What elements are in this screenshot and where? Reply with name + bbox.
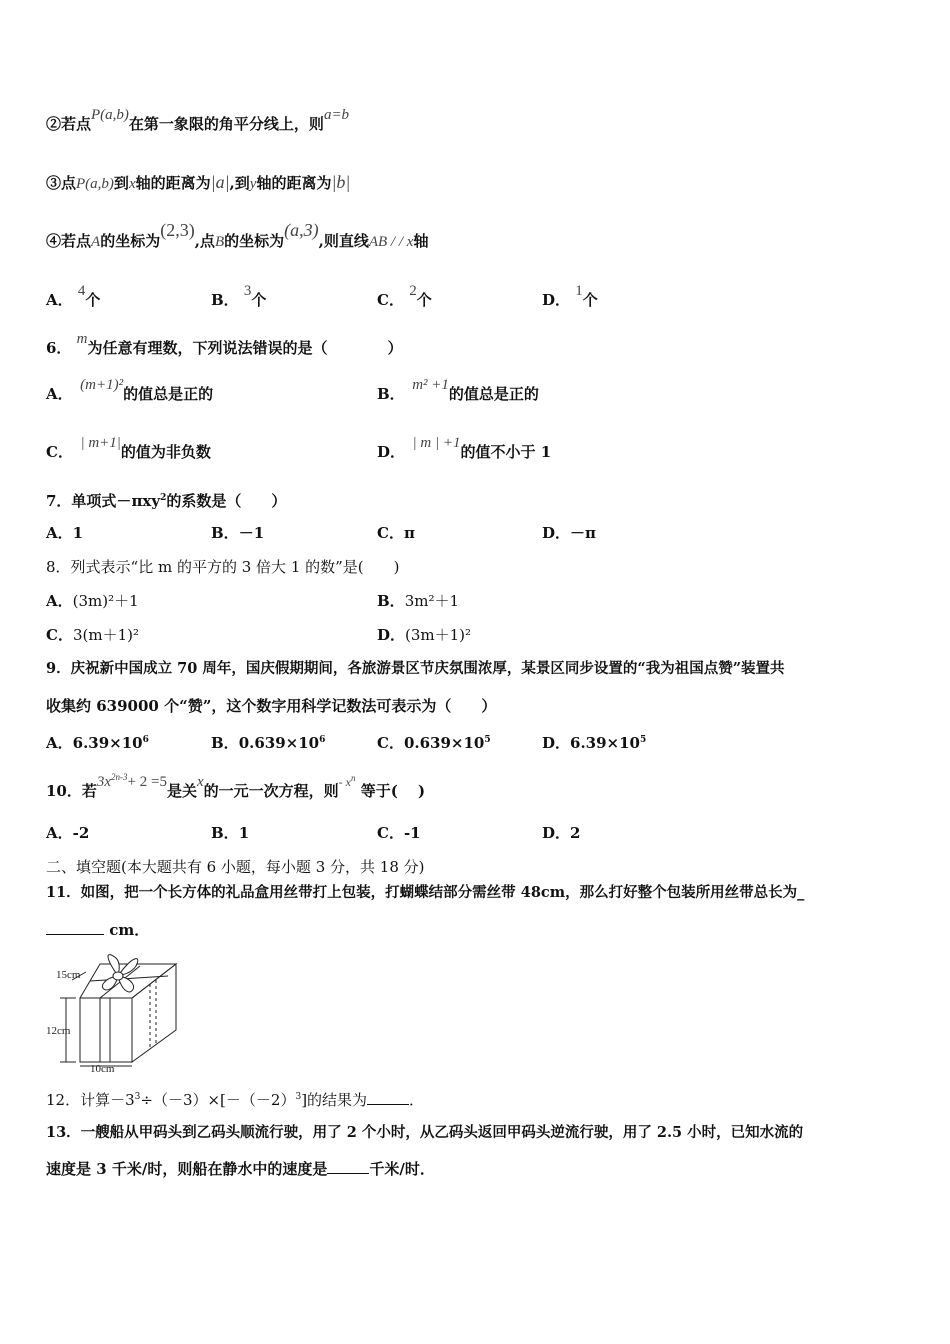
math-m: m <box>76 331 88 347</box>
question-text: 7．单项式－πxy <box>46 492 161 510</box>
option-letter: D． <box>377 443 398 461</box>
option-value: 4 <box>77 283 86 299</box>
q6-option-d[interactable] <box>377 435 552 463</box>
q7-option-b[interactable] <box>211 523 264 543</box>
option-letter: D． <box>542 824 571 842</box>
option-letter: B． <box>211 524 239 542</box>
option-letter: C． <box>377 824 404 842</box>
option-letter: C． <box>377 734 404 752</box>
option-value: 1 <box>72 524 84 542</box>
box-side-face <box>132 964 176 1062</box>
q9-stem-line2 <box>46 696 496 716</box>
statement-4-text: ,点 <box>194 232 215 250</box>
option-letter: D． <box>542 524 571 542</box>
statement-2-lead: ②若点 <box>46 115 92 133</box>
label-width: 10cm <box>90 1063 115 1074</box>
exponent: 6 <box>319 735 326 745</box>
q5-option-b[interactable] <box>211 283 267 311</box>
option-letter: D． <box>377 626 406 644</box>
option-unit: 个 <box>416 291 432 309</box>
option-expr: (m+1)² <box>80 377 124 393</box>
option-expr: m² +1 <box>412 377 449 393</box>
question-text: 11．如图，把一个长方体的礼品盒用丝带打上包装，打蝴蝶结部分需丝带 48cm，那么打好整个包装所用丝带总长为_ <box>46 884 805 901</box>
option-value: 3 <box>243 283 252 299</box>
option-value: －π <box>570 524 596 542</box>
math-abs-a: |a| <box>210 172 230 192</box>
option-value: －1 <box>238 524 265 542</box>
q13-stem-line1 <box>46 1123 803 1143</box>
option-text: 的值不小于 1 <box>460 443 552 461</box>
option-value: 6.39×10 <box>570 734 640 752</box>
statement-3-text: ,到 <box>229 174 250 192</box>
q8-option-a[interactable] <box>46 591 139 611</box>
q7-option-a[interactable] <box>46 523 83 543</box>
option-letter: B． <box>377 592 405 610</box>
label-depth: 15cm <box>56 969 81 981</box>
exponent: 2 <box>160 493 167 503</box>
exponent: 2n-3 <box>111 772 128 782</box>
q7-stem <box>46 488 286 511</box>
question-text: ． <box>409 1091 425 1109</box>
option-letter: A． <box>46 385 66 403</box>
exponent: 3 <box>134 1092 141 1102</box>
q8-option-d[interactable] <box>377 625 471 645</box>
q6-option-b[interactable] <box>377 377 539 405</box>
option-letter: A． <box>46 524 73 542</box>
question-text: 8．列式表示“比 m 的平方的 3 倍大 1 的数”是( ) <box>46 558 400 576</box>
option-value: 3m²＋1 <box>404 592 460 610</box>
statement-2-text: 在第一象限的角平分线上，则 <box>128 115 324 133</box>
question-number: 10．若 <box>46 782 97 800</box>
option-unit: 个 <box>582 291 598 309</box>
option-letter: D． <box>542 734 571 752</box>
option-value: 0.639×10 <box>403 734 485 752</box>
math-a-equals-b: a=b <box>323 107 350 123</box>
q9-option-b[interactable] <box>211 730 325 753</box>
statement-3-text: 轴的距离为 <box>256 174 332 192</box>
option-letter: A． <box>46 291 73 309</box>
question-text: 等于( ) <box>360 782 426 800</box>
math-coord-a: (2,3) <box>160 220 195 240</box>
option-letter: B． <box>211 824 239 842</box>
option-letter: C． <box>377 524 404 542</box>
q9-option-a[interactable] <box>46 730 149 753</box>
option-letter: C． <box>46 626 73 644</box>
q9-option-c[interactable] <box>377 730 491 753</box>
math-point-b: B <box>214 234 225 250</box>
question-text: 的一元一次方程，则 <box>203 782 339 800</box>
answer-blank[interactable] <box>46 934 104 935</box>
option-value: (3m)²＋1 <box>72 592 139 610</box>
box-front-face <box>80 998 132 1062</box>
statement-4-text: 的坐标为 <box>100 232 161 250</box>
q10-option-a[interactable] <box>46 823 89 843</box>
question-text: cm． <box>109 921 150 939</box>
math-point-p: P(a,b) <box>91 107 129 123</box>
statement-4 <box>46 220 429 252</box>
q10-option-d[interactable] <box>542 823 580 843</box>
option-letter: B． <box>211 734 239 752</box>
option-letter: D． <box>542 291 571 309</box>
option-letter: B． <box>211 291 239 309</box>
bow-knot <box>113 972 123 980</box>
question-text: 9．庆祝新中国成立 70 周年，国庆假期期间，各旅游景区节庆氛围浓厚，某景区同步设置的“我为祖国点赞”装置共 <box>46 660 785 677</box>
option-value: (3m＋1)² <box>405 626 472 644</box>
option-letter: A． <box>46 824 73 842</box>
option-value: 1 <box>575 283 583 299</box>
option-value: 6.39×10 <box>72 734 143 752</box>
q11-stem-line2 <box>46 920 149 940</box>
statement-4-text: 的坐标为 <box>224 232 285 250</box>
statement-4-lead: ④若点 <box>46 232 92 250</box>
math-expr: + 2 =5 <box>127 774 167 790</box>
gift-box-drawing <box>46 948 186 1074</box>
option-expr: | m | +1 <box>412 435 461 451</box>
question-text: ÷（－3）×[－（－2） <box>140 1091 296 1109</box>
option-expr: | m+1| <box>80 435 121 451</box>
math-ab-parallel-x: AB / / x <box>368 234 414 250</box>
option-letter: B． <box>377 385 398 403</box>
exponent: 6 <box>142 735 149 745</box>
question-text: 收集约 639000 个“赞”，这个数字用科学记数法可表示为（ ） <box>46 697 497 715</box>
answer-blank[interactable] <box>367 1104 409 1105</box>
label-height: 12cm <box>46 1025 71 1037</box>
q9-stem-line1 <box>46 659 785 679</box>
math-expr: - x <box>338 775 351 789</box>
option-text: 的值为非负数 <box>120 443 211 461</box>
exponent: 5 <box>484 735 491 745</box>
question-number: 6． <box>46 339 72 357</box>
option-letter: C． <box>377 291 404 309</box>
option-text: 的值总是正的 <box>123 385 214 403</box>
option-value: -2 <box>72 824 90 842</box>
option-value: 1 <box>238 824 250 842</box>
statement-4-text: ,则直线 <box>318 232 369 250</box>
question-text: 的系数是（ ） <box>166 492 287 510</box>
math-point-a: A <box>91 234 101 250</box>
math-x: x <box>196 774 204 790</box>
statement-3-text: 到 <box>113 174 129 192</box>
q6-stem <box>46 331 403 359</box>
option-value: 2 <box>570 824 581 842</box>
exponent: 3 <box>295 1092 302 1102</box>
q5-option-a[interactable] <box>46 283 101 311</box>
q7-option-d[interactable] <box>542 523 596 543</box>
question-text: 是关 <box>166 782 197 800</box>
option-value: π <box>403 524 415 542</box>
question-text: 千米/时． <box>369 1160 435 1178</box>
math-y: y <box>249 176 257 192</box>
q5-option-d[interactable] <box>542 283 598 311</box>
option-value: 0.639×10 <box>238 734 320 752</box>
exponent: 5 <box>640 735 647 745</box>
option-letter: A． <box>46 592 73 610</box>
answer-blank[interactable] <box>327 1173 369 1174</box>
question-text: 12．计算－3 <box>46 1091 135 1109</box>
q12-stem <box>46 1087 424 1110</box>
section-title: 二、填空题(本大题共有 6 小题，每小题 3 分，共 18 分) <box>46 858 425 876</box>
q8-option-c[interactable] <box>46 625 139 645</box>
option-letter: A． <box>46 734 73 752</box>
q10-option-b[interactable] <box>211 823 249 843</box>
q8-option-b[interactable] <box>377 591 459 611</box>
question-text: 为任意有理数，下列说法错误的是（ ） <box>87 339 403 357</box>
question-text: 速度是 3 千米/时，则船在静水中的速度是 <box>46 1160 328 1178</box>
math-abs-b: |b| <box>331 172 351 192</box>
question-text: 13．一艘船从甲码头到乙码头顺流行驶，用了 2 个小时，从乙码头返回甲码头逆流行驶，用了 2.5 小时，已知水流的 <box>46 1124 804 1141</box>
math-point-p: P(a,b) <box>76 176 114 192</box>
math-x: x <box>128 176 136 192</box>
statement-4-text: 轴 <box>413 232 429 250</box>
q6-option-a[interactable] <box>46 377 214 405</box>
q11-stem-line1 <box>46 883 804 903</box>
math-expr: 3x <box>96 774 112 790</box>
option-letter: C． <box>46 443 66 461</box>
statement-3 <box>46 172 350 194</box>
math-coord-b: (a,3) <box>284 220 319 240</box>
option-text: 的值总是正的 <box>448 385 539 403</box>
exponent: n <box>351 773 356 783</box>
statement-3-text: 轴的距离为 <box>135 174 211 192</box>
question-text: ]的结果为 <box>301 1091 368 1109</box>
option-unit: 个 <box>85 291 101 309</box>
q5-option-c[interactable] <box>377 283 432 311</box>
q8-stem <box>46 557 400 577</box>
q9-option-d[interactable] <box>542 730 646 753</box>
option-value: 3(m＋1)² <box>72 626 139 644</box>
option-unit: 个 <box>251 291 267 309</box>
option-value: -1 <box>403 824 421 842</box>
option-value: 2 <box>409 283 417 299</box>
gift-box-figure <box>46 948 186 1074</box>
q7-option-c[interactable] <box>377 523 415 543</box>
q10-option-c[interactable] <box>377 823 421 843</box>
section-heading <box>46 857 425 877</box>
q6-option-c[interactable] <box>46 435 211 463</box>
statement-2 <box>46 107 350 135</box>
q10-stem <box>46 772 426 802</box>
q13-stem-line2 <box>46 1159 435 1179</box>
statement-3-lead: ③点 <box>46 174 77 192</box>
